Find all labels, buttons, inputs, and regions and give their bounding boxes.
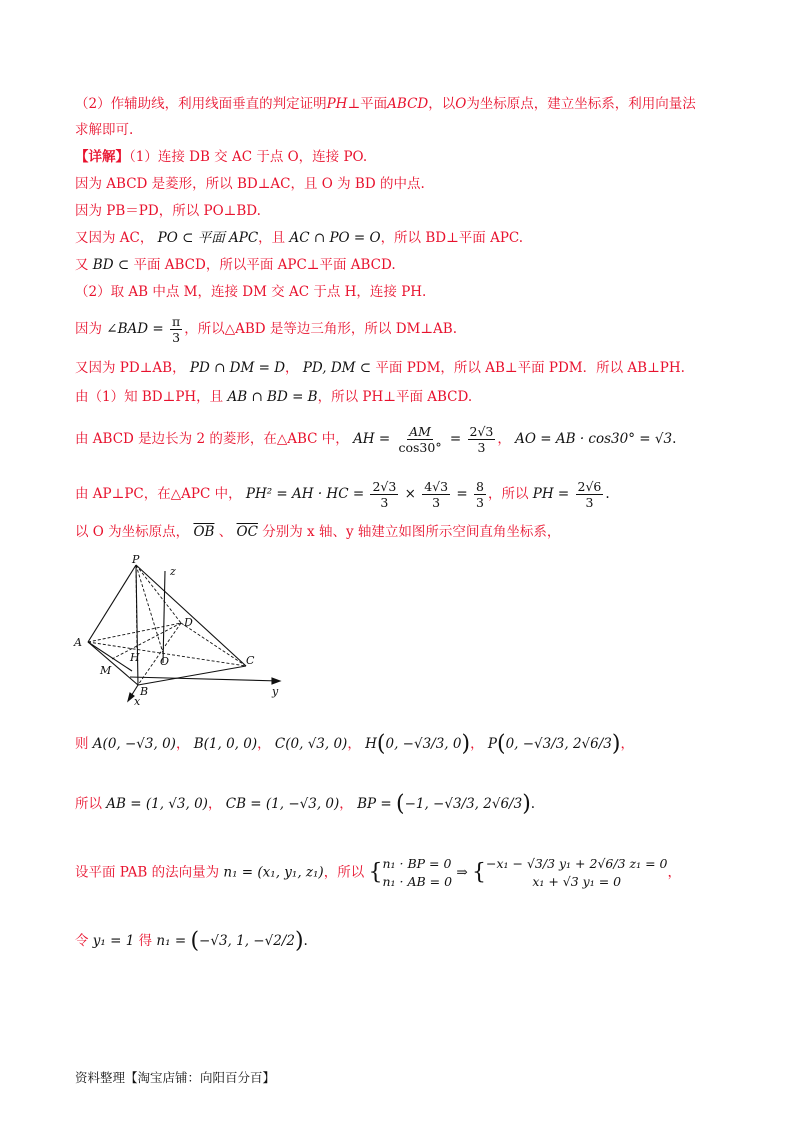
text: 因为 ABCD 是菱形，所以 BD⊥AC，且 O 为 BD 的中点. [75, 176, 425, 192]
fraction [370, 479, 398, 510]
fig-label-P: P [132, 553, 140, 566]
period: . [303, 933, 308, 949]
text-line-14 [75, 523, 560, 541]
frac-num: π [172, 314, 181, 329]
fraction [170, 314, 182, 345]
text: ，所以 PH⊥平面 ABCD. [317, 389, 473, 405]
seg-PH [136, 565, 137, 650]
text: 由 ABCD 是边长为 2 的菱形，在△ABC 中， [75, 431, 349, 447]
normal-vector-label: n₁ = [156, 933, 187, 949]
text-line-15: 则 A(0, −√3, 0)， B(1, 0, 0)， C(0, √3, 0)， H(0, −√3/3, 0)， P(0, −√3/3, 2√6/3)， [75, 731, 634, 757]
coord-P-label: P [487, 736, 497, 752]
text: 则 [75, 736, 89, 752]
fig-label-D: D [184, 616, 193, 629]
eq: n₁ · AB = 0 [382, 874, 453, 889]
frac-den: 3 [380, 495, 389, 510]
sep: ， [470, 736, 484, 752]
fig-label-x: x [134, 695, 141, 708]
math-expr: AO = AB · cos30° = √3 [515, 431, 673, 447]
text: ，所以 BD⊥平面 APC. [380, 230, 524, 246]
frac-num: 2√3 [372, 479, 397, 494]
implies: ⇒ [456, 864, 468, 881]
text-line-5 [75, 202, 261, 220]
math-O: O [455, 96, 467, 112]
coord-P-value: 0, −√3/3, 2√6/3 [505, 736, 612, 752]
text: 又 [75, 257, 89, 273]
frac-den: 3 [476, 495, 484, 510]
coord-A: A(0, −√3, 0) [92, 736, 176, 752]
text: 平面 ABCD，所以平面 APC⊥平面 ABCD. [133, 257, 396, 273]
text: ，以 [428, 96, 456, 112]
edge-BC [138, 666, 246, 685]
fig-label-O: O [160, 655, 170, 668]
vector-CB: CB = (1, −√3, 0) [225, 796, 340, 812]
arrow-y [272, 678, 280, 684]
times: × [404, 486, 416, 502]
text-line-12 [75, 424, 676, 455]
edge-AD [88, 623, 181, 642]
sep: ， [620, 736, 634, 752]
text: 为坐标原点，建立坐标系，利用向量法 [466, 96, 696, 112]
eq: −x₁ − √3/3 y₁ + 2√6/3 z₁ = 0 [485, 856, 668, 871]
text: 又因为 AC， [75, 230, 154, 246]
text: 令 [75, 933, 89, 949]
text-line-10 [75, 359, 685, 377]
normal-vector: n₁ = (x₁, y₁, z₁) [223, 864, 324, 881]
period: . [672, 431, 677, 447]
text: 又因为 PD⊥AB， [75, 360, 186, 376]
sep: ， [257, 736, 271, 752]
text-line-3 [75, 148, 367, 166]
pyramid-figure [70, 553, 290, 708]
fig-label-M: M [100, 664, 112, 677]
math-expr: AC ∩ PO = O [289, 230, 381, 246]
text: 所以 [75, 796, 102, 812]
equation-system-1 [383, 855, 453, 891]
text: 由 AP⊥PC，在△APC 中， [75, 486, 242, 502]
text: 因为 PB＝PD，所以 PO⊥BD. [75, 203, 261, 219]
math-expr: PO ⊂ 平面 APC [157, 230, 259, 246]
fig-label-y: y [272, 685, 279, 698]
text: 设平面 PAB 的法向量为 [75, 864, 220, 881]
sep: ， [347, 736, 361, 752]
text-line-9 [75, 314, 457, 345]
fig-label-A: A [74, 636, 82, 649]
seg-DM [112, 623, 181, 659]
math-expr: BD ⊂ [92, 257, 130, 273]
vector-AB: AB = (1, √3, 0) [106, 796, 208, 812]
math-expr: AB ∩ BD = B [227, 389, 318, 405]
period: . [605, 486, 610, 502]
frac-den: 3 [477, 440, 486, 455]
coord-B: B(1, 0, 0) [193, 736, 258, 752]
axis-y [130, 677, 280, 681]
text-line-7 [75, 256, 396, 274]
coord-H-label: H [365, 736, 377, 752]
text: 分别为 x 轴、y 轴建立如图所示空间直角坐标系， [262, 524, 561, 540]
text: （2）作辅助线，利用线面垂直的判定证明 [75, 96, 327, 112]
fig-label-z: z [170, 565, 176, 578]
edge-PA [88, 565, 136, 642]
math-expr: AH = [353, 431, 391, 447]
frac-num: 2√6 [577, 479, 602, 494]
text-line-6 [75, 229, 523, 247]
text: ，所以△ABD 是等边三角形，所以 DM⊥AB. [184, 321, 457, 337]
detail-heading: 【详解】 [75, 149, 129, 165]
frac-num: 8 [476, 479, 484, 494]
math-PH: PH [326, 96, 348, 112]
text: 由（1）知 BD⊥PH，且 [75, 389, 224, 405]
math-expr: PH² = AH · HC = [245, 486, 365, 502]
fraction [468, 424, 496, 455]
edge-DC [181, 623, 246, 666]
text: （1）连接 DB 交 AC 于点 O，连接 PO. [129, 149, 368, 165]
text-line-18: 令 y₁ = 1 得 n₁ = (−√3, 1, −√2/2). [75, 928, 308, 954]
fraction [474, 479, 486, 510]
equals: = [456, 486, 468, 502]
sep: ， [339, 796, 353, 812]
fraction [396, 424, 443, 455]
footer-source: 资料整理【淘宝店铺：向阳百分百】 [75, 1070, 276, 1085]
math-ABCD: ABCD [387, 96, 429, 112]
text-line-16: 所以 AB = (1, √3, 0)， CB = (1, −√3, 0)， BP = (−1, −√3/3, 2√6/3). [75, 791, 536, 817]
normal-vector-value: −√3, 1, −√2/2 [199, 933, 295, 949]
text: （2）取 AB 中点 M，连接 DM 交 AC 于点 H，连接 PH. [75, 284, 427, 300]
frac-den: 3 [172, 330, 181, 345]
frac-num: AM [409, 424, 431, 439]
math-expr: y₁ = 1 [92, 933, 135, 949]
text-line-4 [75, 175, 425, 193]
text: ， [285, 360, 299, 376]
coord-C: C(0, √3, 0) [274, 736, 348, 752]
vector-BP-value: −1, −√3/3, 2√6/3 [404, 796, 523, 812]
vector-OC: $\overline{OC}$ [236, 524, 258, 540]
text: 平面 PDM，所以 AB⊥平面 PDM．所以 AB⊥PH. [375, 360, 685, 376]
frac-den: 3 [585, 495, 594, 510]
text: 求解即可. [75, 122, 134, 138]
fig-label-H: H [130, 651, 140, 664]
text: 、 [218, 524, 233, 540]
text: ，所以 [487, 486, 529, 502]
fraction [576, 479, 604, 510]
text: 因为 [75, 321, 102, 337]
text-line-1 [75, 95, 696, 113]
text: ，且 [258, 230, 286, 246]
fig-label-C: C [246, 654, 255, 667]
coord-H-value: 0, −√3/3, 0 [385, 736, 462, 752]
math-expr: ∠BAD = [106, 321, 164, 337]
frac-den: 3 [432, 495, 441, 510]
math-expr: PD, DM ⊂ [302, 360, 372, 376]
text-line-8 [75, 283, 426, 301]
period: . [530, 796, 536, 812]
text-line-11 [75, 388, 472, 406]
text: 得 [138, 933, 153, 949]
eq: n₁ · BP = 0 [382, 856, 452, 871]
text-line-17: 设平面 PAB 的法向量为 n₁ = (x₁, y₁, z₁)，所以 { n₁ · BP = 0 n₁ · AB = 0 ⇒ { −x₁ − √3/3 y₁ + 2√6/3 z₁ = 0 x₁ + √3 y₁ = 0 ， [75, 856, 681, 889]
vector-BP: BP = [357, 796, 392, 812]
fig-label-B: B [140, 685, 149, 698]
text: ，所以 [323, 864, 365, 881]
text: ⊥平面 [347, 96, 388, 112]
sep: ， [175, 736, 190, 752]
equals: = [449, 431, 462, 447]
text-line-2 [75, 121, 133, 139]
text: 以 O 为坐标原点， [75, 524, 190, 540]
math-expr: PD ∩ DM = D [189, 360, 286, 376]
sep: ， [207, 796, 222, 812]
text-line-13 [75, 479, 610, 510]
frac-num: 2√3 [469, 424, 494, 439]
eq: x₁ + √3 y₁ = 0 [532, 874, 622, 889]
frac-num: 4√3 [424, 479, 449, 494]
diag-DB [138, 623, 181, 685]
math-expr: PH = [532, 486, 570, 502]
vector-OB: $\overline{OB}$ [193, 524, 215, 540]
fraction [422, 479, 450, 510]
equation-system-2 [486, 855, 667, 891]
text: ， [497, 431, 511, 447]
frac-den: cos30° [398, 440, 442, 455]
sep: ， [667, 864, 681, 881]
